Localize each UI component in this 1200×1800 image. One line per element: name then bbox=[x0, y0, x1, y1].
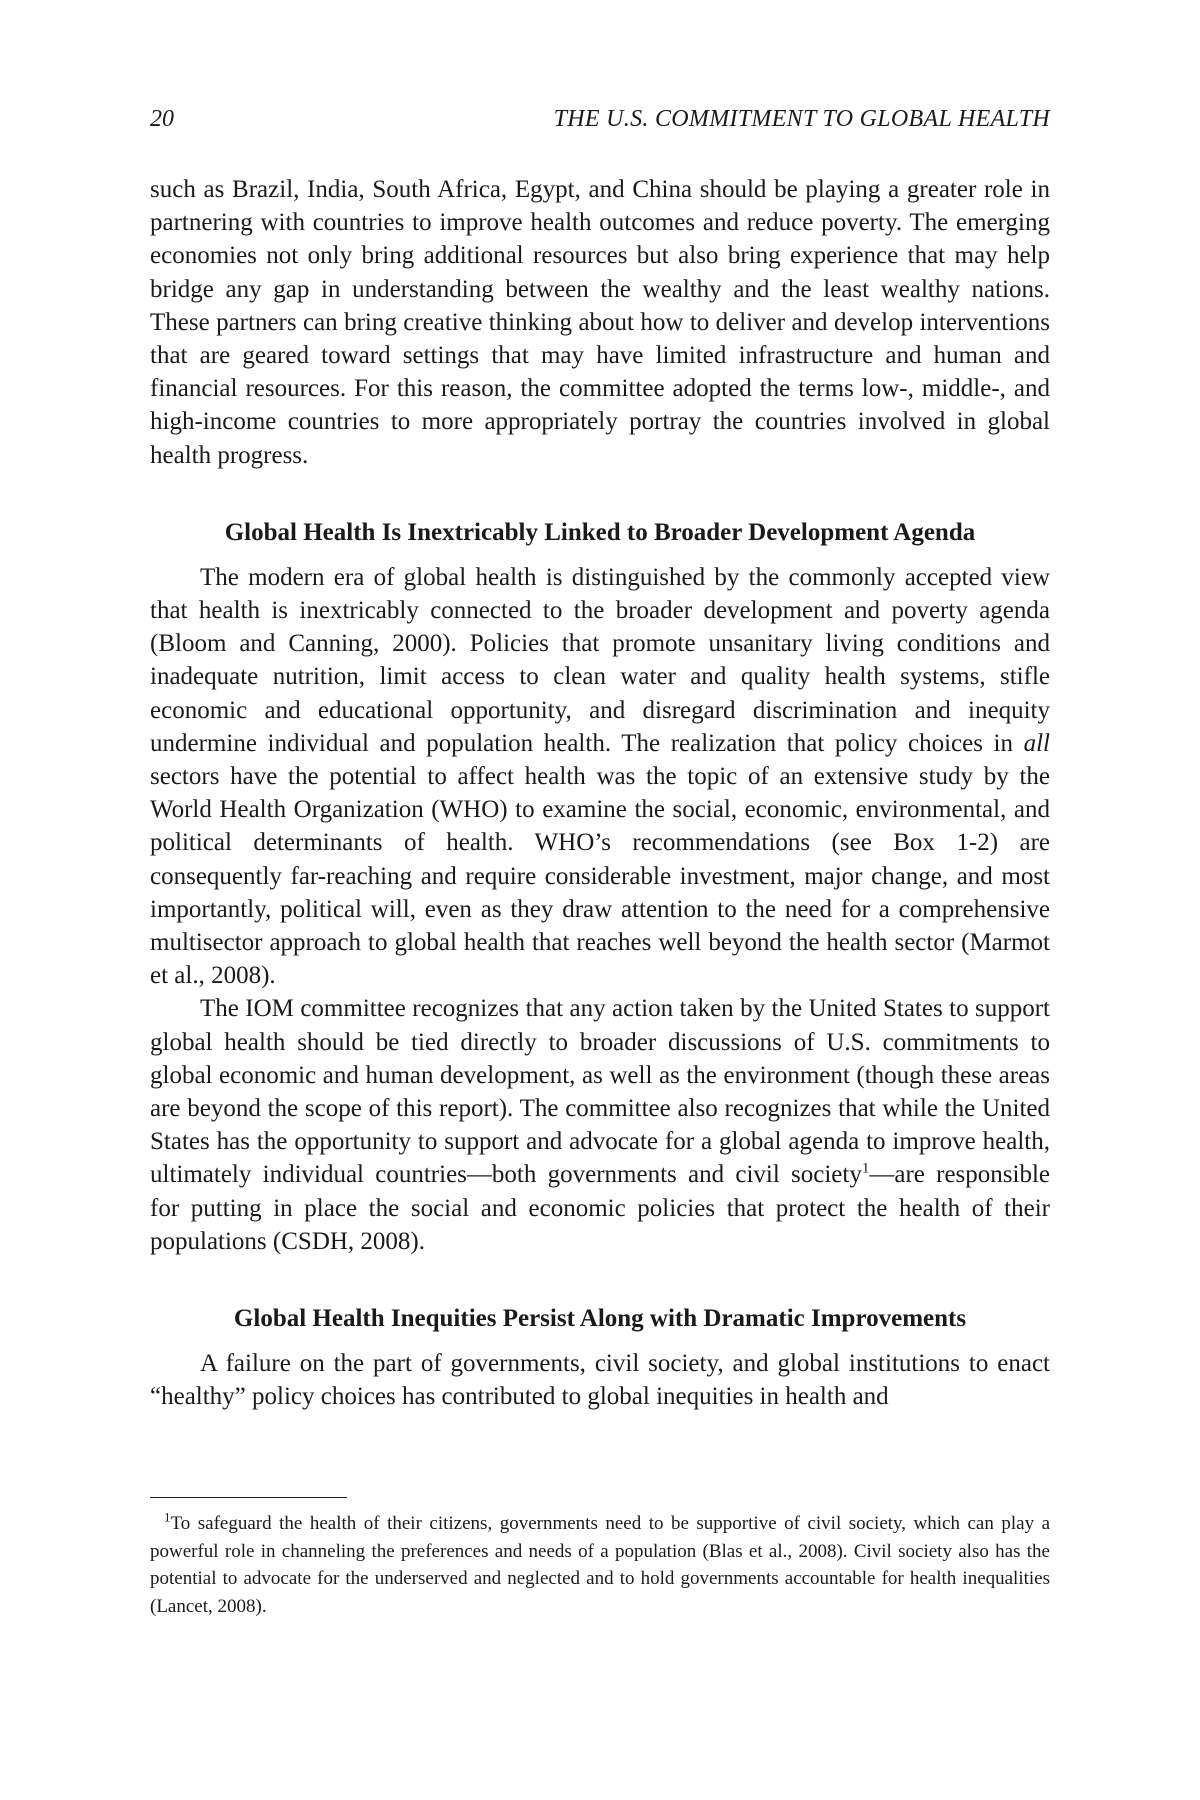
paragraph-continued bbox=[150, 173, 1050, 472]
footnote bbox=[150, 1510, 1050, 1620]
footnote-divider bbox=[150, 1497, 347, 1498]
page-number: 20 bbox=[150, 106, 174, 132]
paragraph-iom-committee bbox=[150, 992, 1050, 1258]
paragraph-text: A failure on the part of governments, civil society, and global institutions to enact “healthy” policy choices has contributed to global inequities in health and bbox=[150, 1350, 1050, 1411]
emphasis-all: all bbox=[1023, 729, 1050, 757]
footnote-text: To safeguard the health of their citizens, governments need to be supportive of civil society, which can play a powerful role in channeling the preferences and needs of a population (Blas et al., 2008). Civil society also has the potential to advocate for the underserved and neglected and to hold governments accountable for health inequalities (Lancet, 2008). bbox=[150, 1513, 1050, 1617]
paragraph-text: such as Brazil, India, South Africa, Egypt, and China should be playing a greater role in partnering with countries to improve health outcomes and reduce poverty. The emerging economies not only bring additional resources but also bring experience that may help bridge any gap in understanding between the wealthy and the least wealthy nations. These partners can bring creative thinking about how to deliver and develop interventions that are geared toward settings that may have limited infrastructure and human and financial resources. For this reason, the committee adopted the terms low-, middle-, and high-income countries to more appropriately portray the countries involved in global health progress. bbox=[150, 176, 1050, 469]
body-text bbox=[150, 173, 1050, 1414]
running-title: THE U.S. COMMITMENT TO GLOBAL HEALTH bbox=[553, 106, 1050, 132]
running-head bbox=[150, 106, 1050, 140]
paragraph-modern-era bbox=[150, 561, 1050, 993]
footnote-marker: 1 bbox=[164, 1509, 171, 1525]
paragraph-text: The modern era of global health is distinguished by the commonly accepted view that health is inextricably connected to the broader development and poverty agenda (Bloom and Canning, 2000). Policies that promote unsanitary living conditions and inadequate nutrition, limit access to clean water and quality health systems, stifle economic and educational opportunity, and disregard discrimination and inequity undermine individual and population health. The realization that policy choices in bbox=[150, 563, 1050, 757]
section-heading-linked-development: Global Health Is Inextricably Linked to Broader Development Agenda bbox=[224, 518, 976, 546]
paragraph-text: sectors have the potential to affect health was the topic of an extensive study by the World Health Organization (WHO) to examine the social, economic, environmental, and political determinants of health. WHO’s recommendations (see Box 1-2) are consequently far-reaching and require considerable investment, major change, and most importantly, political will, even as they draw attention to the need for a comprehensive multisector approach to global health that reaches well beyond the health sector (Marmot et al., 2008). bbox=[150, 763, 1050, 990]
footnote-reference[interactable]: 1 bbox=[861, 1161, 870, 1178]
document-page bbox=[150, 0, 1050, 1800]
paragraph-text: The IOM committee recognizes that any action taken by the United States to support global health should be tied directly to broader discussions of U.S. commitments to global economic and human development, as well as the environment (though these areas are beyond the scope of this report). The committee also recognizes that while the United States has the opportunity to support and advocate for a global agenda to improve health, ultimately individual countries—both governments and civil society bbox=[150, 995, 1050, 1189]
paragraph-failure bbox=[150, 1347, 1050, 1413]
paragraph-text: —are responsible for putting in place the social and economic policies that protect the health of their populations (CSDH, 2008). bbox=[150, 1161, 1051, 1255]
section-heading-inequities: Global Health Inequities Persist Along with Dramatic Improvements bbox=[233, 1305, 967, 1333]
